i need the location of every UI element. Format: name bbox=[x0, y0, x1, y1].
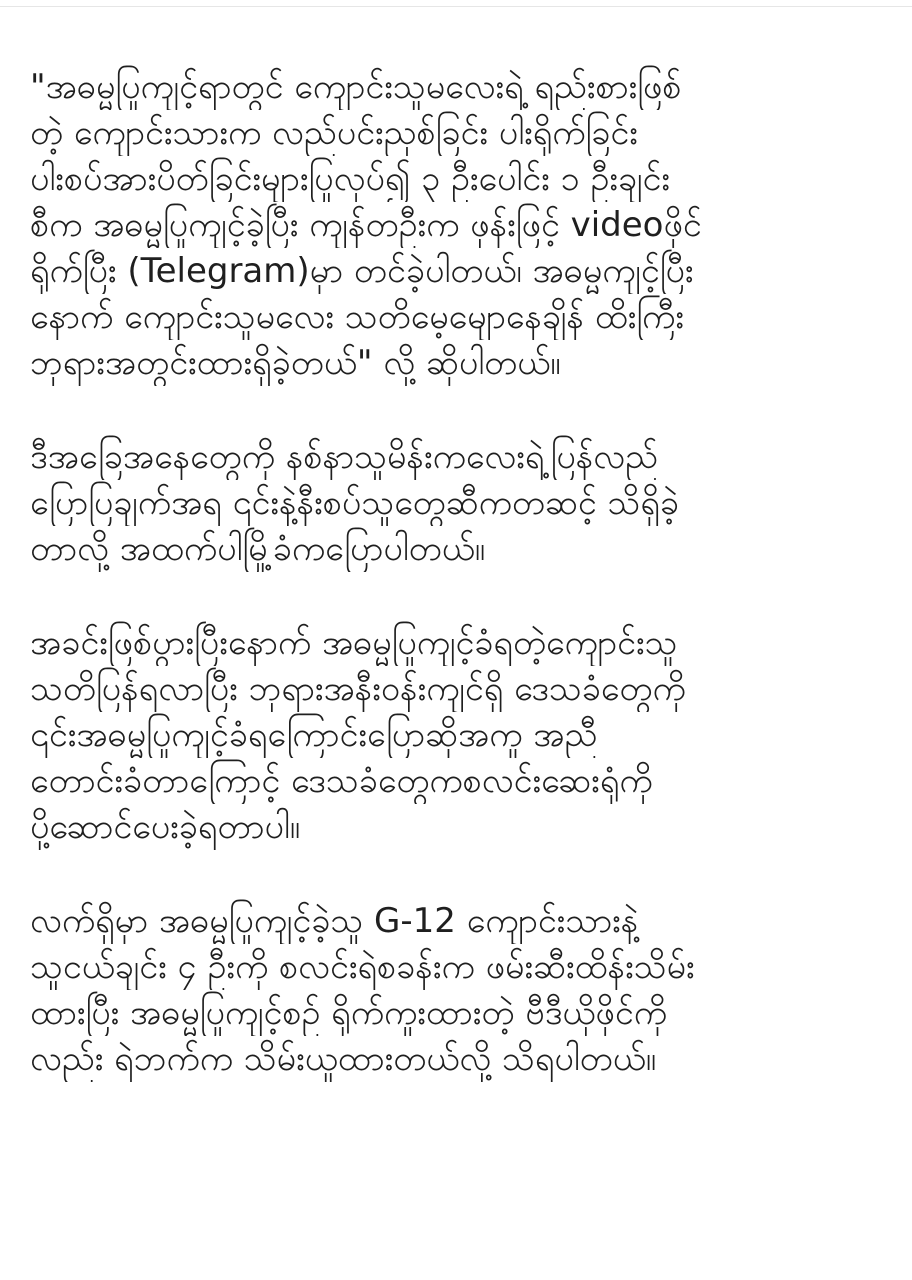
text-line: ပို့ဆောင်ပေးခဲ့ရတာပါ။ bbox=[30, 807, 301, 847]
top-divider bbox=[0, 6, 912, 7]
text-line: ၎င်းအဓမ္မပြုကျင့်ခံရကြောင်းပြောဆိုအကူ အညီ bbox=[30, 715, 598, 755]
text-line: ဘုရားအတွင်းထားရှိခဲ့တယ်" လို့ ဆိုပါတယ်။ bbox=[30, 343, 561, 383]
paragraph-3 bbox=[30, 620, 890, 850]
text-line: တာလို့ အထက်ပါမြို့ခံကပြောပါတယ်။ bbox=[30, 529, 486, 569]
text-line: ထားပြီး အဓမ္မပြုကျင့်စဥ် ရိုက်ကူးထားတဲ့ ဗီဒီယိုဖိုင်ကို bbox=[30, 993, 667, 1033]
text-line: တဲ့ ကျောင်းသားက လည်ပင်းညှစ်ခြင်း ပါးရိုက်ခြင်း bbox=[30, 113, 638, 153]
paragraph-1 bbox=[30, 64, 890, 386]
text-line: တောင်းခံတာကြောင့် ဒေသခံတွေကစလင်းဆေးရုံကို bbox=[30, 761, 653, 801]
text-line: ဒီအခြေအနေတွေကို နစ်နာသူမိန်းကလေးရဲ့ပြန်လည် bbox=[30, 437, 659, 477]
text-line: လည်း ရဲဘက်က သိမ်းယူထားတယ်လို့ သိရပါတယ်။ bbox=[30, 1039, 657, 1079]
text-line: အခင်းဖြစ်ပွားပြီးနောက် အဓမ္မပြုကျင့်ခံရတဲ့ကျောင်းသူ bbox=[30, 623, 678, 663]
text-line: လက်ရှိမှာ အဓမ္မပြုကျင့်ခဲ့သူ G-12 ကျောင်းသားနဲ့ bbox=[30, 901, 639, 941]
text-line: ရိုက်ပြီး (Telegram)မှာ တင်ခဲ့ပါတယ်၊ အဓမ္မကျင့်ပြီး bbox=[30, 251, 694, 291]
paragraph-2 bbox=[30, 434, 890, 572]
paragraph-4 bbox=[30, 898, 890, 1082]
article-body bbox=[30, 64, 890, 1130]
text-line: သူငယ်ချင်း ၄ ဦးကို စလင်းရဲစခန်းက ဖမ်းဆီးထိန်းသိမ်း bbox=[30, 947, 695, 987]
text-line: သတိပြန်ရလာပြီး ဘုရားအနီးဝန်းကျင်ရှိ ဒေသခံတွေကို bbox=[30, 669, 686, 709]
text-line: နောက် ကျောင်းသူမလေး သတိမေ့မျောနေချိန် ထိးကြီး bbox=[30, 297, 684, 337]
text-line: "အဓမ္မပြုကျင့်ရာတွင် ကျောင်းသူမလေးရဲ့ ရည်းစားဖြစ် bbox=[30, 67, 682, 107]
text-line: ပြောပြချက်အရ ၎င်းနဲ့နီးစပ်သူတွေဆီကတဆင့် သိရှိခဲ့ bbox=[30, 483, 680, 523]
text-line: ပါးစပ်အားပိတ်ခြင်းများပြုလုပ်၍ ၃ ဦးပေါင်း ၁ ဦးချင်း bbox=[30, 159, 670, 199]
text-line: စီက အဓမ္မပြုကျင့်ခဲ့ပြီး ကျန်တဦးက ဖုန်းဖြင့် videoဖိုင် bbox=[30, 205, 702, 245]
